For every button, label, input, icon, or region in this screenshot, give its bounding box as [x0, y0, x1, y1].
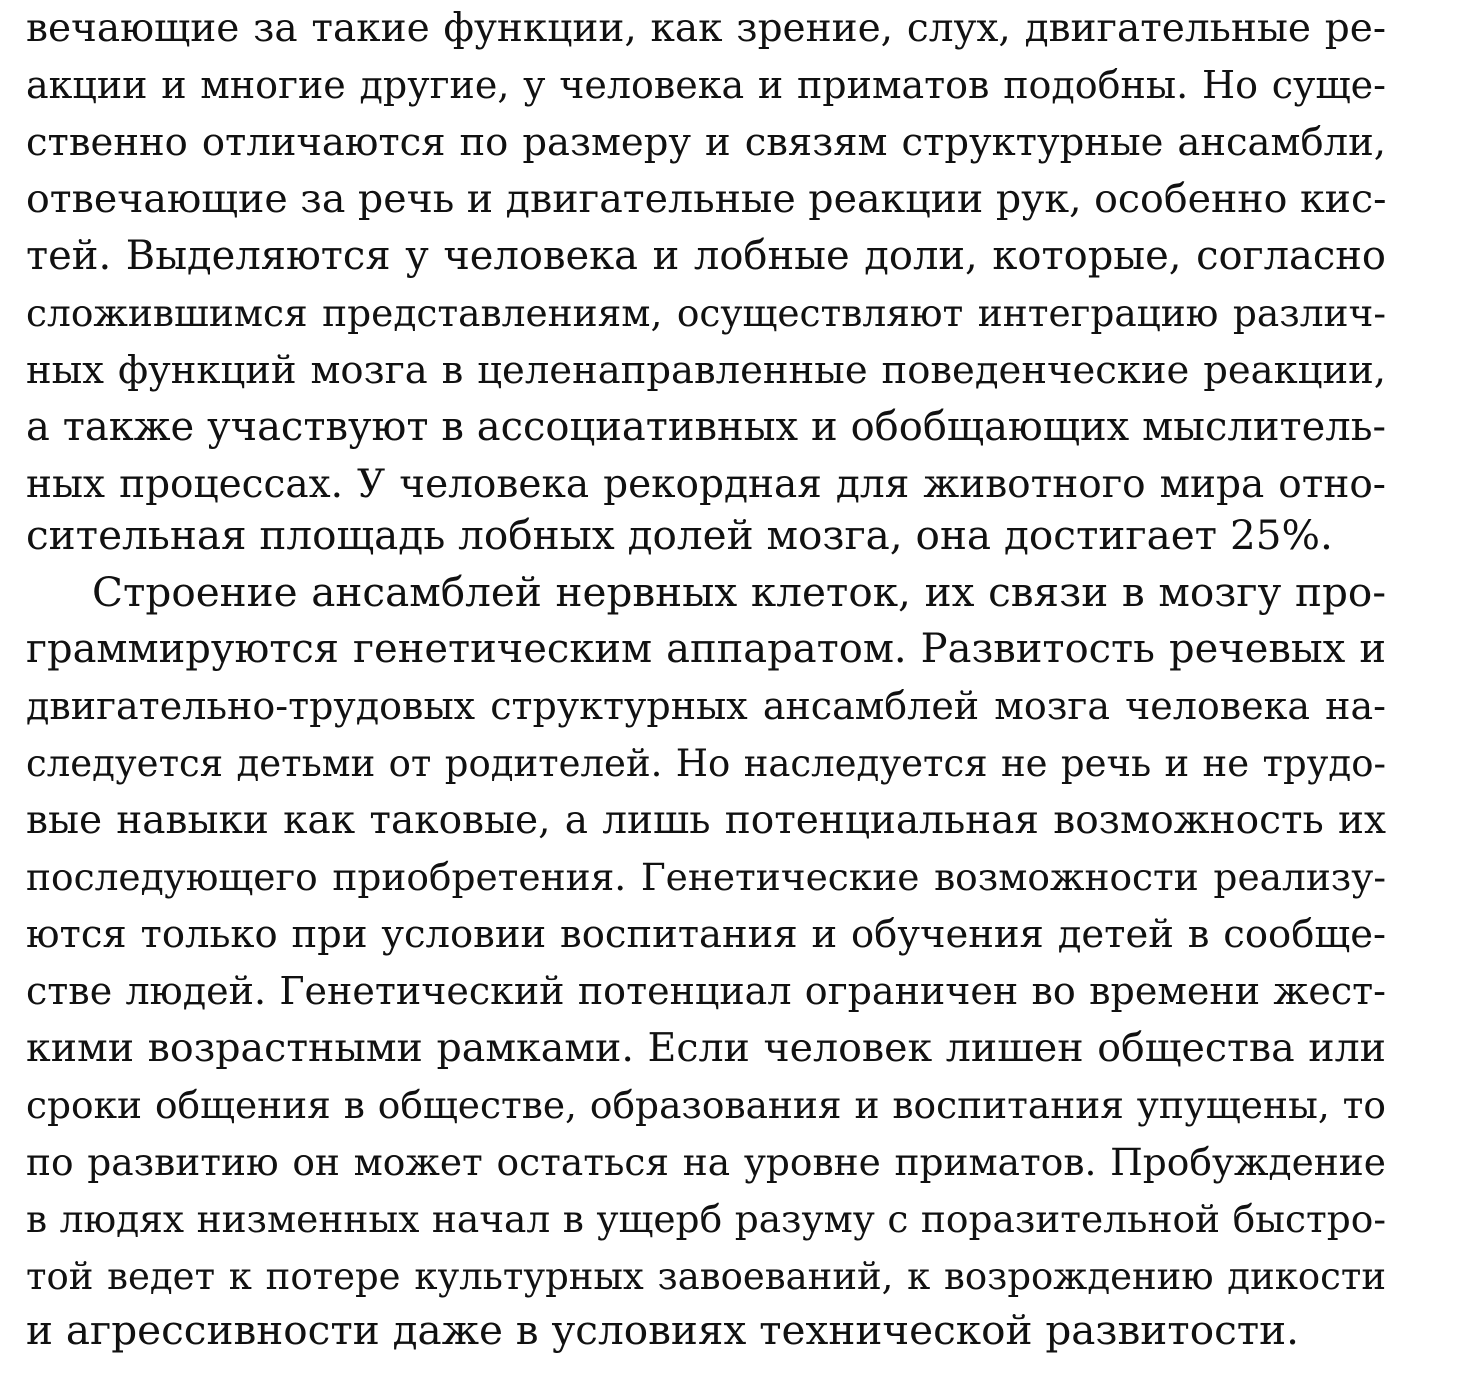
text-line-19: кими возрастными рамками. Если человек лишен общества или	[26, 1025, 1386, 1071]
text-line-10: сительная площадь лобных долей мозга, она достигает 25%.	[26, 511, 1333, 559]
text-line-12: граммируются генетическим аппаратом. Развитость речевых и	[26, 626, 1386, 672]
text-line-16: последующего приобретения. Генетические возможности реализу-	[26, 855, 1386, 899]
text-line-2: акции и многие другие, у человека и приматов подобны. Но суще-	[26, 63, 1386, 107]
text-line-8: а также участвуют в ассоциативных и обобщающих мыслитель-	[26, 404, 1386, 450]
text-line-20: сроки общения в обществе, образования и воспитания упущены, то	[26, 1083, 1386, 1127]
text-line-7: ных функций мозга в целенаправленные поведенческие реакции,	[26, 348, 1386, 393]
text-line-18: стве людей. Генетический потенциал ограничен во времени жест-	[26, 969, 1386, 1013]
text-line-11: Строение ансамблей нервных клеток, их связи в мозгу про-	[92, 568, 1386, 616]
text-line-3: ственно отличаются по размеру и связям структурные ансамбли,	[26, 120, 1386, 165]
text-line-15: вые навыки как таковые, а лишь потенциальная возможность их	[26, 798, 1386, 843]
text-line-24: и агрессивности даже в условиях технической развитости.	[26, 1306, 1300, 1354]
text-line-23: той ведет к потере культурных завоеваний, к возрождению дикости	[26, 1255, 1386, 1298]
text-line-1: вечающие за такие функции, как зрение, слух, двигательные ре-	[26, 6, 1386, 51]
text-line-9: ных процессах. У человека рекордная для животного мира отно-	[26, 462, 1386, 507]
text-line-14: следуется детьми от родителей. Но наследуется не речь и не трудо-	[26, 742, 1386, 785]
text-line-22: в людях низменных начал в ущерб разуму с поразительной быстро-	[26, 1197, 1386, 1241]
text-line-13: двигательно-трудовых структурных ансамблей мозга человека на-	[26, 684, 1386, 728]
text-line-4: отвечающие за речь и двигательные реакции рук, особенно кис-	[26, 176, 1387, 222]
text-line-5: тей. Выделяются у человека и лобные доли, которые, согласно	[26, 233, 1386, 279]
text-line-17: ются только при условии воспитания и обучения детей в сообще-	[26, 912, 1386, 957]
text-line-21: по развитию он может остаться на уровне приматов. Пробуждение	[26, 1140, 1386, 1184]
text-line-6: сложившимся представлениям, осуществляют интеграцию различ-	[26, 291, 1386, 335]
